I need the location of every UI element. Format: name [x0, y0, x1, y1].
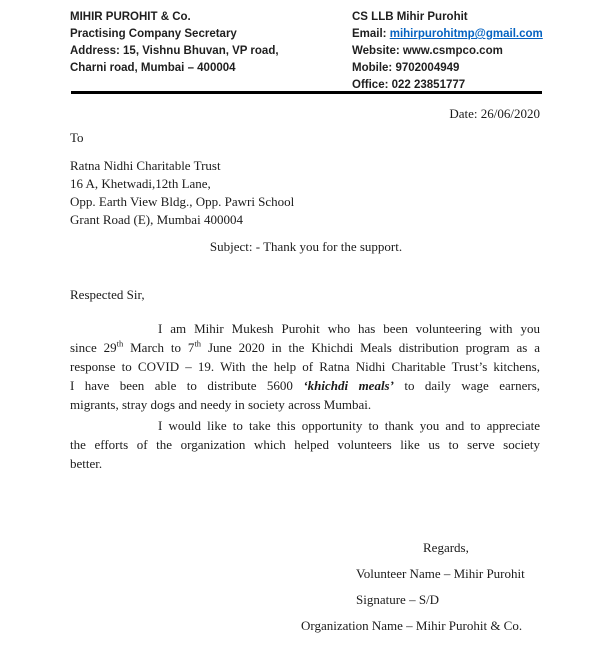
para1-line2-seg2: March to 7: [123, 340, 195, 355]
para1-line2-seg1: since 29: [70, 340, 117, 355]
recipient-address-line1: 16 A, Khetwadi,12th Lane,: [70, 176, 211, 191]
header-divider-rule: [71, 91, 542, 94]
para1-line4-seg3: to daily wage earners,: [393, 378, 541, 393]
company-address-line1: Address: 15, Vishnu Bhuvan, VP road,: [70, 45, 279, 57]
email-link[interactable]: mihirpurohitmp@gmail.com: [389, 28, 543, 40]
company-role: Practising Company Secretary: [70, 28, 237, 40]
para2-line1: I would like to take this opportunity to thank you and to appreciate: [158, 418, 540, 433]
closing-organization: Organization Name – Mihir Purohit & Co.: [301, 618, 523, 633]
website-line: Website: www.csmpco.com: [352, 45, 503, 57]
date-line: Date: 26/06/2020: [449, 106, 540, 121]
to-label: To: [70, 130, 84, 145]
recipient-address-line2: Opp. Earth View Bldg., Opp. Pawri School: [70, 194, 295, 209]
paragraph-2: [70, 416, 540, 473]
para1-line2: [70, 338, 540, 357]
subject-line: Subject: - Thank you for the support.: [209, 239, 403, 254]
para1-line1: I am Mihir Mukesh Purohit who has been volunteering with you: [158, 321, 540, 336]
company-address-line2: Charni road, Mumbai – 400004: [70, 62, 236, 74]
email-line: [352, 26, 543, 43]
ordinal-superscript: th: [116, 338, 124, 349]
para1-line2-seg3: June 2020 in the Khichdi Meals distribution program as a: [201, 340, 540, 355]
para1-line5: migrants, stray dogs and needy in society across Mumbai.: [70, 397, 372, 412]
closing-volunteer-name: Volunteer Name – Mihir Purohit: [356, 566, 525, 581]
recipient-name: Ratna Nidhi Charitable Trust: [70, 158, 221, 173]
para1-line4: [70, 376, 540, 395]
para1-line4-seg1: I have been able to distribute 5600: [70, 378, 304, 393]
recipient-address-line3: Grant Road (E), Mumbai 400004: [70, 212, 243, 227]
recipient-address-block: [70, 157, 294, 229]
contact-info-block: [352, 9, 543, 94]
closing-signature: Signature – S/D: [356, 592, 440, 607]
ordinal-superscript: th: [194, 338, 202, 349]
closing-regards: Regards,: [423, 540, 469, 555]
sender-info-block: [70, 9, 279, 77]
email-label: Email:: [352, 28, 390, 40]
office-line: Office: 022 23851777: [352, 79, 466, 91]
cs-name: CS LLB Mihir Purohit: [352, 11, 468, 23]
para1-line3: response to COVID – 19. With the help of Ratna Nidhi Charitable Trust’s kitchens,: [70, 359, 540, 374]
paragraph-1: [70, 319, 540, 414]
company-name: MIHIR PUROHIT & Co.: [70, 11, 191, 23]
mobile-line: Mobile: 9702004949: [352, 62, 460, 74]
khichdi-meals-emphasis: ‘khichdi meals’: [303, 378, 394, 393]
salutation: Respected Sir,: [70, 287, 145, 302]
para2-line3: better.: [70, 456, 103, 471]
para2-line2: the efforts of the organization which helped volunteers like us to serve society: [70, 437, 540, 452]
